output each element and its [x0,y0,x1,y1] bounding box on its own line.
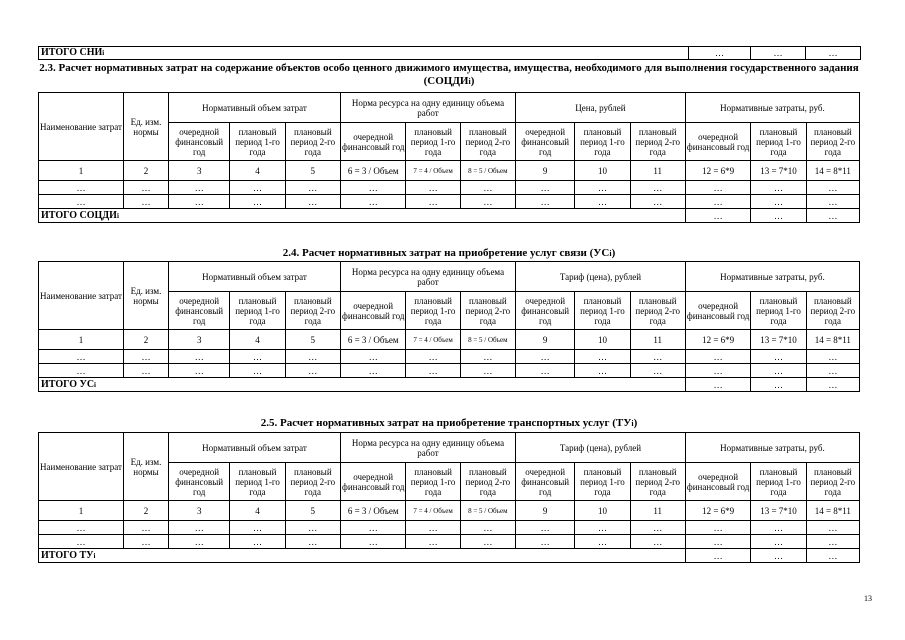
placeholder-cell: … [575,535,630,549]
placeholder-cell: … [230,521,285,535]
column-number: 12 = 6*9 [685,161,751,181]
top-total-table [38,46,861,60]
placeholder-cell: … [406,181,460,195]
placeholder-cell: … [285,350,340,364]
placeholder-cell: … [806,195,859,209]
placeholder-cell: … [630,181,685,195]
total-cell: … [685,549,751,563]
header-norm: Норма ресурса на одну единицу объема работ [340,93,515,123]
placeholder-cell: … [340,181,406,195]
header-current-year: очередной финансовый год [685,292,751,330]
column-number: 12 = 6*9 [685,330,751,350]
header-name: Наименование затрат [39,93,124,161]
total-cell: … [806,549,859,563]
header-current-year: очередной финансовый год [340,123,406,161]
header-plan-year-2: плановый период 2-го года [460,123,515,161]
placeholder-cell: … [39,181,124,195]
top-total-cell: … [806,47,861,60]
header-plan-year-2: плановый период 2-го года [630,463,685,501]
column-number: 10 [575,161,630,181]
header-plan-year-2: плановый период 2-го года [630,292,685,330]
header-price: Тариф (цена), рублей [515,433,685,463]
placeholder-cell: … [685,350,751,364]
column-number: 3 [168,501,229,521]
column-number: 5 [285,330,340,350]
section-2-4-title: 2.4. Расчет нормативных затрат на приобретение услуг связи (УСi) [282,247,616,259]
placeholder-cell: … [39,535,124,549]
placeholder-cell: … [806,181,859,195]
placeholder-cell: … [285,364,340,378]
placeholder-cell: … [460,181,515,195]
total-label: ИТОГО ТУi [39,549,686,563]
column-number: 14 = 8*11 [806,330,859,350]
placeholder-cell: … [515,535,574,549]
placeholder-cell: … [460,350,515,364]
header-current-year: очередной финансовый год [515,123,574,161]
placeholder-cell: … [630,364,685,378]
placeholder-cell: … [751,350,806,364]
placeholder-cell: … [806,535,859,549]
placeholder-cell: … [230,195,285,209]
column-number: 14 = 8*11 [806,161,859,181]
placeholder-cell: … [751,195,806,209]
column-number: 3 [168,161,229,181]
header-plan-year-1: плановый период 1-го года [230,463,285,501]
header-current-year: очередной финансовый год [515,463,574,501]
top-total-cell: … [689,47,751,60]
placeholder-cell: … [406,195,460,209]
column-number: 1 [39,161,124,181]
placeholder-cell: … [806,350,859,364]
header-volume: Нормативный объем затрат [168,262,340,292]
placeholder-cell: … [340,535,406,549]
column-number: 13 = 7*10 [751,161,806,181]
total-cell: … [751,549,806,563]
column-number: 2 [123,330,168,350]
column-number: 5 [285,161,340,181]
header-current-year: очередной финансовый год [685,463,751,501]
total-label: ИТОГО УСi [39,378,686,392]
column-number: 1 [39,501,124,521]
placeholder-cell: … [39,350,124,364]
column-number: 9 [515,330,574,350]
header-unit: Ед. изм. нормы [123,262,168,330]
placeholder-cell: … [406,364,460,378]
column-number: 4 [230,330,285,350]
column-number: 1 [39,330,124,350]
header-plan-year-2: плановый период 2-го года [806,123,859,161]
total-cell: … [751,378,806,392]
placeholder-cell: … [123,181,168,195]
header-volume: Нормативный объем затрат [168,433,340,463]
placeholder-cell: … [123,195,168,209]
placeholder-cell: … [340,521,406,535]
placeholder-cell: … [685,181,751,195]
placeholder-cell: … [123,364,168,378]
placeholder-cell: … [630,195,685,209]
column-number: 14 = 8*11 [806,501,859,521]
header-plan-year-2: плановый период 2-го года [285,292,340,330]
column-number: 10 [575,501,630,521]
column-number: 5 [285,501,340,521]
header-norm: Норма ресурса на одну единицу объема работ [340,262,515,292]
placeholder-cell: … [168,535,229,549]
column-number: 6 = 3 / Объем [340,161,406,181]
header-current-year: очередной финансовый год [685,123,751,161]
placeholder-cell: … [575,195,630,209]
header-plan-year-1: плановый период 1-го года [751,292,806,330]
total-cell: … [806,378,859,392]
column-number: 7 = 4 / Объем [406,501,460,521]
column-number: 9 [515,501,574,521]
placeholder-cell: … [406,521,460,535]
placeholder-cell: … [123,521,168,535]
placeholder-cell: … [575,181,630,195]
header-plan-year-1: плановый период 1-го года [406,463,460,501]
header-costs: Нормативные затраты, руб. [685,433,859,463]
column-number: 7 = 4 / Объем [406,330,460,350]
header-plan-year-2: плановый период 2-го года [460,463,515,501]
placeholder-cell: … [460,535,515,549]
column-number: 9 [515,161,574,181]
column-number: 4 [230,161,285,181]
placeholder-cell: … [39,364,124,378]
placeholder-cell: … [340,350,406,364]
placeholder-cell: … [685,535,751,549]
placeholder-cell: … [460,195,515,209]
header-name: Наименование затрат [39,262,124,330]
placeholder-cell: … [285,181,340,195]
column-number: 12 = 6*9 [685,501,751,521]
placeholder-cell: … [515,195,574,209]
placeholder-cell: … [230,181,285,195]
header-volume: Нормативный объем затрат [168,93,340,123]
column-number: 8 = 5 / Объем [460,330,515,350]
placeholder-cell: … [751,181,806,195]
placeholder-cell: … [515,350,574,364]
section-2-3-table [38,92,860,223]
placeholder-cell: … [168,521,229,535]
top-total-label: ИТОГО СНИi [39,47,689,60]
header-unit: Ед. изм. нормы [123,433,168,501]
header-plan-year-1: плановый период 1-го года [575,123,630,161]
header-costs: Нормативные затраты, руб. [685,262,859,292]
placeholder-cell: … [285,195,340,209]
placeholder-cell: … [285,535,340,549]
placeholder-cell: … [285,521,340,535]
column-number: 6 = 3 / Объем [340,330,406,350]
placeholder-cell: … [685,521,751,535]
header-name: Наименование затрат [39,433,124,501]
header-current-year: очередной финансовый год [515,292,574,330]
header-unit: Ед. изм. нормы [123,93,168,161]
placeholder-cell: … [39,195,124,209]
page-number: 13 [864,594,872,603]
placeholder-cell: … [630,521,685,535]
section-2-3-title: 2.3. Расчет нормативных затрат на содержание объектов особо ценного движимого имущества, имущества, необходимого для выполнения государственного задания (СОЦДИi) [39,62,859,87]
header-price: Цена, рублей [515,93,685,123]
placeholder-cell: … [575,521,630,535]
column-number: 8 = 5 / Объем [460,161,515,181]
placeholder-cell: … [806,364,859,378]
header-plan-year-2: плановый период 2-го года [630,123,685,161]
placeholder-cell: … [168,350,229,364]
placeholder-cell: … [685,195,751,209]
header-plan-year-2: плановый период 2-го года [285,123,340,161]
total-cell: … [751,209,806,223]
header-costs: Нормативные затраты, руб. [685,93,859,123]
column-number: 10 [575,330,630,350]
section-2-5-title: 2.5. Расчет нормативных затрат на приобретение транспортных услуг (ТУi) [260,417,638,429]
header-plan-year-2: плановый период 2-го года [460,292,515,330]
placeholder-cell: … [168,364,229,378]
placeholder-cell: … [630,535,685,549]
header-current-year: очередной финансовый год [340,292,406,330]
placeholder-cell: … [123,535,168,549]
header-plan-year-2: плановый период 2-го года [806,463,859,501]
header-plan-year-1: плановый период 1-го года [406,292,460,330]
placeholder-cell: … [515,364,574,378]
column-number: 13 = 7*10 [751,501,806,521]
header-plan-year-1: плановый период 1-го года [406,123,460,161]
header-plan-year-1: плановый период 1-го года [230,123,285,161]
header-plan-year-1: плановый период 1-го года [751,123,806,161]
header-plan-year-1: плановый период 1-го года [575,292,630,330]
placeholder-cell: … [575,364,630,378]
column-number: 8 = 5 / Объем [460,501,515,521]
column-number: 3 [168,330,229,350]
placeholder-cell: … [406,350,460,364]
column-number: 4 [230,501,285,521]
section-2-4-table [38,261,860,392]
column-number: 6 = 3 / Объем [340,501,406,521]
placeholder-cell: … [751,521,806,535]
header-current-year: очередной финансовый год [168,292,229,330]
header-plan-year-2: плановый период 2-го года [806,292,859,330]
placeholder-cell: … [515,181,574,195]
placeholder-cell: … [806,521,859,535]
header-plan-year-2: плановый период 2-го года [285,463,340,501]
total-cell: … [685,209,751,223]
column-number: 2 [123,161,168,181]
placeholder-cell: … [685,364,751,378]
header-plan-year-1: плановый период 1-го года [575,463,630,501]
placeholder-cell: … [230,535,285,549]
header-price: Тариф (цена), рублей [515,262,685,292]
header-plan-year-1: плановый период 1-го года [751,463,806,501]
placeholder-cell: … [630,350,685,364]
column-number: 11 [630,161,685,181]
placeholder-cell: … [515,521,574,535]
placeholder-cell: … [168,195,229,209]
placeholder-cell: … [230,350,285,364]
total-cell: … [685,378,751,392]
placeholder-cell: … [340,195,406,209]
column-number: 11 [630,330,685,350]
placeholder-cell: … [751,364,806,378]
header-current-year: очередной финансовый год [168,123,229,161]
column-number: 2 [123,501,168,521]
placeholder-cell: … [168,181,229,195]
placeholder-cell: … [39,521,124,535]
header-current-year: очередной финансовый год [340,463,406,501]
placeholder-cell: … [460,521,515,535]
column-number: 13 = 7*10 [751,330,806,350]
header-norm: Норма ресурса на одну единицу объема работ [340,433,515,463]
placeholder-cell: … [460,364,515,378]
header-plan-year-1: плановый период 1-го года [230,292,285,330]
placeholder-cell: … [406,535,460,549]
top-total-cell: … [751,47,806,60]
section-2-5-table [38,432,860,563]
placeholder-cell: … [340,364,406,378]
placeholder-cell: … [575,350,630,364]
column-number: 7 = 4 / Объем [406,161,460,181]
total-cell: … [806,209,859,223]
placeholder-cell: … [751,535,806,549]
header-current-year: очередной финансовый год [168,463,229,501]
placeholder-cell: … [123,350,168,364]
placeholder-cell: … [230,364,285,378]
total-label: ИТОГО СОЦДИi [39,209,686,223]
column-number: 11 [630,501,685,521]
